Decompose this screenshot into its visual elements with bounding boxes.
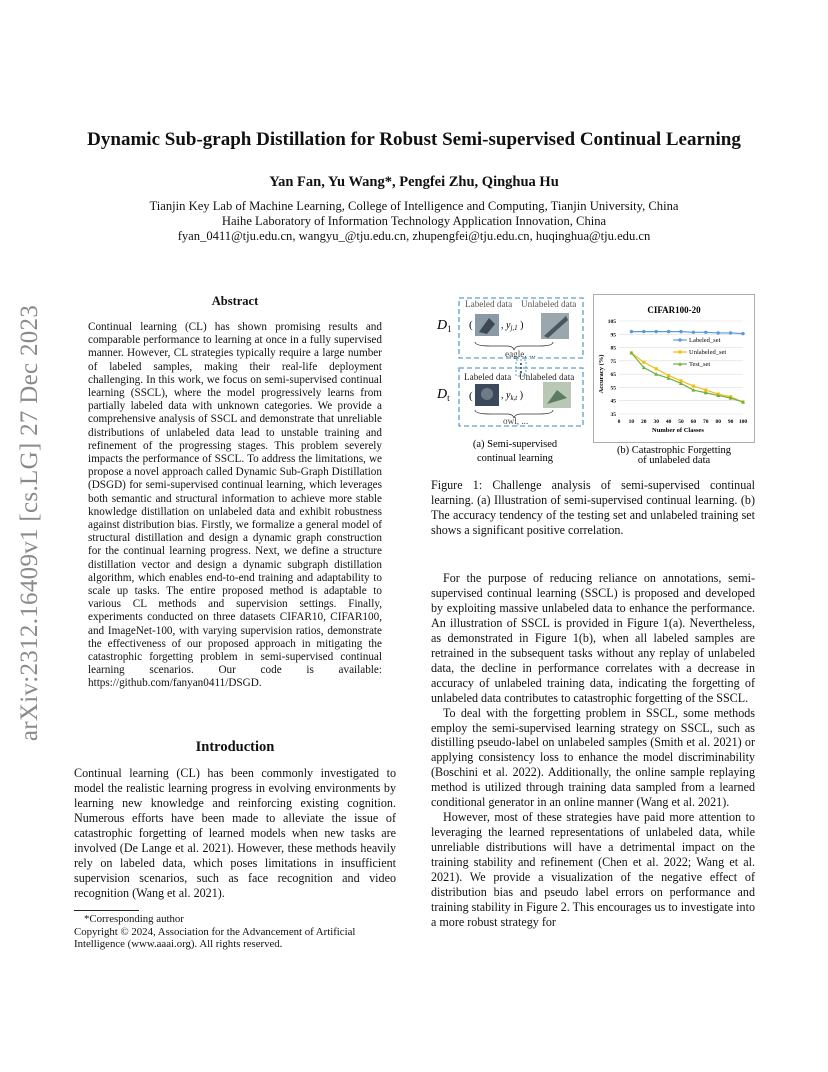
intro-right-column: [431, 571, 755, 930]
y-tick-labels: [608, 319, 617, 418]
affiliation-2: Haihe Laboratory of Information Technology Application Innovation, China: [221, 214, 607, 228]
y-tick-label: 35: [610, 412, 616, 418]
corresponding-note: *Corresponding author: [84, 913, 184, 925]
intro-paragraph-3: To deal with the forgetting problem in SSCL, some methods employ the semi-supervised learning strategy on SSCL, such as distilling pseudo-label on unlabeled samples (Smith et al. 2021) or applying consistency loss to enhance the model discriminability (Boschini et al. 2022). Additionally, the online sample replaying method is utilized through training data sampled from a learned conditional generator in an online manner (Wang et al. 2021).: [431, 705, 755, 810]
x-tick-label: 10: [628, 419, 635, 425]
y-tick-label: 65: [610, 372, 616, 379]
labeled-set-line: [631, 332, 743, 334]
introduction-heading: Introduction: [195, 739, 275, 755]
intro-paragraph-4: However, most of these strategies have paid more attention to leveraging the learned representations of unlabeled data, while unreliable distributions will have a detrimental impact on the training stability and refinement (Chen et al. 2022; Wang et al. 2021). We provide a visualization of the negative effect of distribution bias and pseudo label errors on performance and training stability in Figure 2. This encourages us to investigate into a more robust strategy for: [431, 810, 755, 929]
labeled-set-point: [704, 331, 707, 334]
labeled-set-point: [642, 330, 645, 333]
y-tick-label: 75: [610, 358, 616, 365]
label-ykt: , $y_{k,t}$ ): [501, 390, 524, 402]
paper-title: Dynamic Sub-graph Distillation for Robust Semi-supervised Continual Learning: [87, 129, 741, 150]
labeled-set-point: [717, 331, 720, 334]
abstract-heading: Abstract: [211, 294, 259, 308]
labeled-data-label-t: Labeled data: [464, 372, 512, 382]
authors-text: Yan Fan, Yu Wang*, Pengfei Zhu, Qinghua Hu: [269, 174, 559, 190]
test-set-legend-label: Test_set: [689, 361, 711, 369]
labeled-set-legend-marker: [678, 338, 681, 341]
y-tick-label: 85: [610, 345, 616, 352]
dt-label: $D_t$: [437, 387, 450, 403]
x-tick-labels: [618, 419, 748, 425]
x-tick-label: 20: [641, 419, 647, 425]
copyright-note: Copyright © 2024, Association for the Advancement of Artificial Intelligence (www.aaai.org). All rights reserved.: [74, 925, 356, 950]
intro-left-column: [74, 766, 396, 901]
unlabeled-data-label-t: Unlabeled data: [519, 372, 575, 382]
panel-b-caption-2: of unlabeled data: [637, 455, 711, 466]
chart-gridlines: [619, 321, 743, 414]
owl-label: owl, ...: [503, 416, 529, 426]
figure-1-caption: Figure 1: Challenge analysis of semi-supervised continual learning. (a) Illustration of semi-supervised continual learning. (b) The accuracy tendency of the testing set and unlabeled training set shows a significant positive correlation.: [431, 478, 755, 537]
unlabeled-set-point: [692, 385, 695, 388]
labeled-set-point: [741, 332, 744, 335]
author-emails: fyan_0411@tju.edu.cn, wangyu_@tju.edu.cn, zhupengfei@tju.edu.cn, huqinghua@tju.edu.cn: [177, 229, 651, 243]
x-tick-label: 0: [617, 419, 621, 425]
arxiv-id: arXiv:2312.16409v1 [cs.LG] 27 Dec 2023: [16, 304, 43, 741]
affiliation-1: Tianjin Key Lab of Machine Learning, College of Intelligence and Computing, Tianjin University, China: [149, 199, 679, 213]
chart-series: [629, 330, 745, 404]
test-set-line: [631, 353, 743, 402]
figure-panel-a: [431, 294, 591, 466]
panel-a-caption-2: continual learning: [476, 453, 554, 464]
y-tick-label: 95: [610, 332, 616, 339]
x-tick-label: 60: [690, 419, 697, 425]
unlabeled-set-point: [655, 367, 658, 370]
d1-label: $D_1$: [437, 318, 452, 334]
arxiv-stamp: [10, 285, 50, 760]
svg-text:(: (: [469, 319, 473, 331]
unlabeled-set-line: [631, 353, 743, 402]
panel-b-caption-1: (b) Catastrophic Forgetting: [616, 445, 732, 456]
abstract-text: Continual learning (CL) has shown promising results and comparable performance to learning at once in a fully supervised manner. However, CL strategies typically require a large number of labeled samples, making their real-life deployment challenging. In this work, we focus on semi-supervised continual learning (SSCL), where the model progressively learns from partially labeled data with unknown categories. We provide a comprehensive analysis of SSCL and demonstrate that unreliable distributions of unlabeled data lead to unstable training and refinement of the progressing stages. This problem severely impacts the performance of SSCL. To address the limitations, we propose a novel approach called Dynamic Sub-Graph Distillation (DSGD) for semi-supervised continual learning, which leverages both semantic and structural information to achieve more stable knowledge distillation on unlabeled data and exhibit robustness against distribution bias. Firstly, we formalize a general model of structural distillation and design a dynamic graph construction for the continual learning progress. Next, we define a structure distillation vector and design a dynamic subgraph distillation algorithm, which enables end-to-end training and adaptability to scale up tasks. The entire proposed method is adaptable to various CL methods and supervision settings. Finally, experiments conducted on three datasets CIFAR10, CIFAR100, and ImageNet-100, with varying supervision ratios, demonstrate the effectiveness of our proposed approach in mitigating the catastrophic forgetting problem in semi-supervised continual learning scenarios. Our code is available: https://github.com/fanyan0411/DSGD.: [88, 321, 382, 690]
x-axis-label: Number of Classes: [652, 427, 704, 434]
intro-paragraph-2: For the purpose of reducing reliance on annotations, semi-supervised continual learning (SSCL) is proposed and developed by exploiting massive unlabeled data to enhance the performance. An illustration of SSCL is provided in Figure 1(a). Nevertheless, as demonstrated in Figure 1(b), when all labeled samples are retrained in the subsequent tasks without any replay of unlabeled data, the decline in performance correlates with a decrease in accuracy of unlabeled training data, indicating the forgetting of unlabeled data contributes to catastrophic forgetting of the SSCL.: [431, 571, 755, 705]
y-tick-label: 45: [610, 398, 616, 405]
panel-a-caption-1: (a) Semi-supervised: [472, 439, 558, 450]
labeled-set-point: [667, 330, 670, 333]
y-tick-label: 55: [610, 385, 616, 392]
x-tick-label: 40: [665, 419, 672, 425]
x-tick-label: 90: [727, 419, 734, 425]
y-tick-label: 105: [607, 319, 616, 325]
x-tick-label: 30: [653, 419, 659, 425]
label-yj1: , $y_{j,1}$ ): [501, 320, 524, 332]
footnote: [74, 913, 396, 951]
author-list: [60, 174, 768, 191]
x-tick-label: 80: [715, 419, 721, 425]
x-tick-label: 70: [703, 419, 709, 425]
unlabeled-set-point: [642, 361, 645, 364]
chart-legend: [673, 337, 726, 368]
labeled-set-legend-label: Labeled_set: [689, 337, 721, 345]
footnote-rule: [74, 910, 139, 911]
x-tick-label: 50: [678, 419, 684, 425]
eagle-label: eagle, ...: [505, 349, 536, 359]
labeled-set-point: [679, 330, 682, 333]
figure-panel-b-chart: [593, 294, 755, 466]
labeled-data-label-1: Labeled data: [465, 299, 513, 309]
unlabeled-set-legend-label: Unlabeled_set: [689, 349, 727, 357]
svg-text:(: (: [469, 390, 473, 402]
unlabeled-set-legend-marker: [678, 350, 681, 353]
labeled-set-point: [692, 331, 695, 334]
x-tick-label: 100: [738, 419, 748, 425]
labeled-set-point: [630, 330, 633, 333]
unlabeled-data-label-1: Unlabeled data: [521, 299, 577, 309]
y-axis-label: Accuracy (%): [598, 354, 605, 394]
chart-title: CIFAR100-20: [647, 305, 701, 315]
labeled-set-point: [729, 331, 732, 334]
intro-paragraph-1: Continual learning (CL) has been commonly investigated to model the realistic learning progress in evolving environments by learning new knowledge and reinforcing existing cognition. Numerous efforts have been made to alleviate the issue of catastrophic forgetting of learned models when new tasks are involved (De Lange et al. 2021). However, these methods heavily rely on labeled data, which poses limitations in insufficient supervision scenarios, such as face recognition and video recognition (Wang et al. 2021).: [74, 766, 396, 900]
labeled-set-point: [655, 330, 658, 333]
